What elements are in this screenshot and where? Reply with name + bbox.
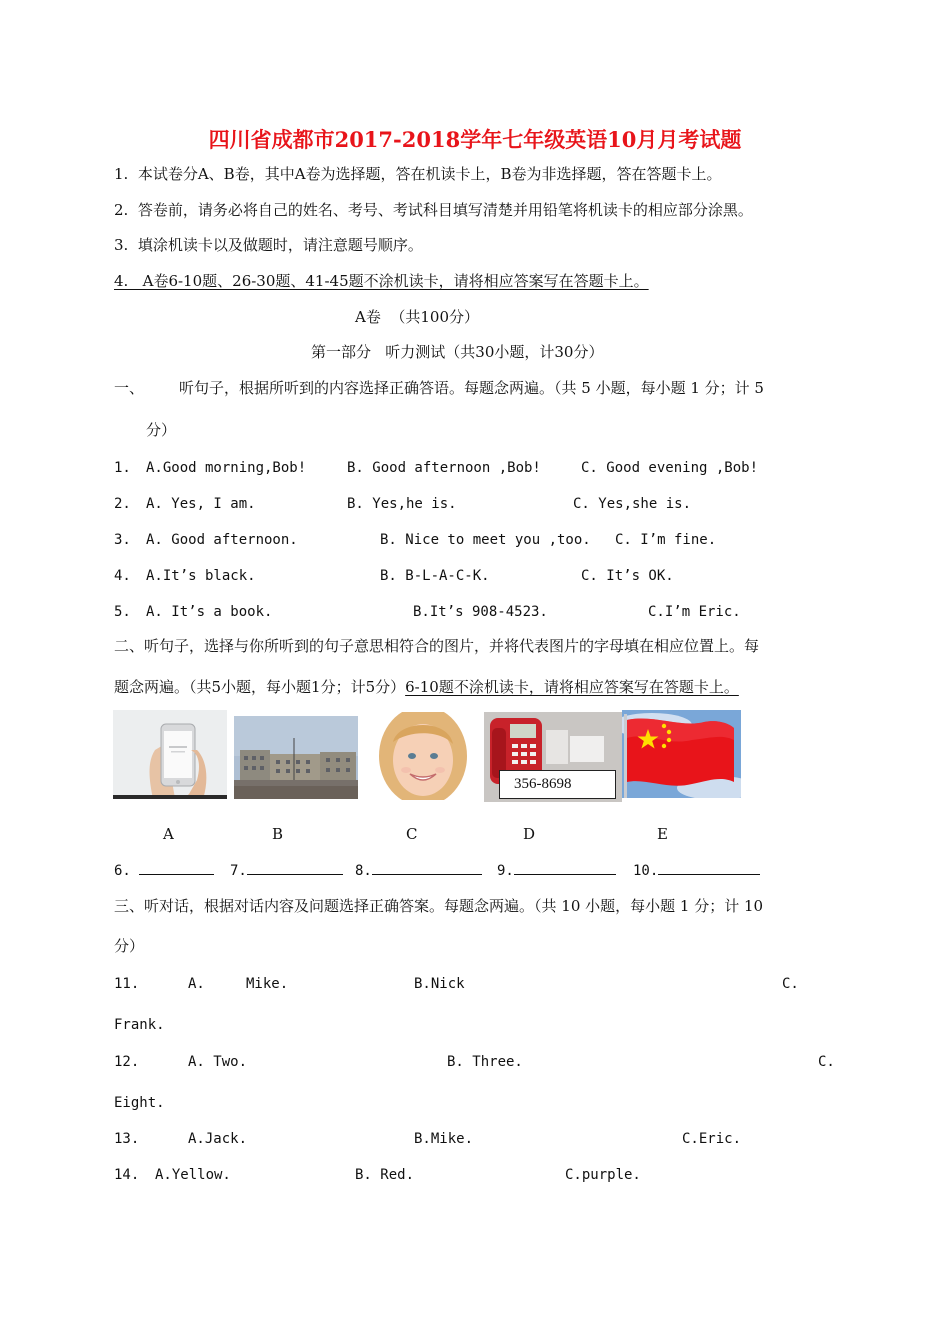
- q12-option-b: B. Three.: [447, 1054, 523, 1070]
- picture-letter-e: E: [657, 825, 668, 843]
- q4-num: 4.: [114, 568, 131, 584]
- q11-option-a-text: Mike.: [246, 976, 289, 992]
- q3-option-c: C. I’m fine.: [615, 532, 717, 548]
- building-icon: [234, 716, 358, 799]
- phone-number-label: 356-8698: [499, 770, 616, 799]
- answer-blank-7[interactable]: [230, 860, 343, 881]
- q3-option-b: B. Nice to meet you ,too.: [380, 532, 591, 548]
- q11-option-b: B.Nick: [414, 976, 465, 992]
- q2-option-a: A. Yes, I am.: [146, 496, 256, 512]
- part1-heading: 第一部分 听力测试（共30小题，计30分）: [311, 343, 604, 361]
- q11-option-c: C.: [782, 976, 799, 992]
- flag-icon: [622, 710, 741, 798]
- answer-blank-8-label: 8.: [355, 863, 372, 879]
- q13-num: 13.: [114, 1131, 140, 1147]
- chinese-flag-photo: [622, 710, 741, 798]
- q14-option-b: B. Red.: [355, 1167, 415, 1183]
- girl-photo: [360, 712, 484, 800]
- q2-option-b: B. Yes,he is.: [347, 496, 457, 512]
- sec1-heading-cont: 分）: [146, 421, 177, 439]
- sec2-heading: 二、听句子，选择与你所听到的句子意思相符合的图片，并将代表图片的字母填在相应位置上。每: [114, 637, 760, 655]
- picture-letter-a: A: [163, 825, 174, 843]
- smartphone-photo: [113, 710, 227, 799]
- note-3: 3. 填涂机读卡以及做题时，请注意题号顺序。: [114, 236, 423, 254]
- q5-option-a: A. It’s a book.: [146, 604, 273, 620]
- q14-option-c: C.purple.: [565, 1167, 641, 1183]
- sec1-number: 一、: [114, 379, 145, 397]
- q2-num: 2.: [114, 496, 131, 512]
- note-1: 1. 本试卷分A、B卷，其中A卷为选择题，答在机读卡上，B卷为非选择题，答在答题卡上。: [114, 165, 722, 183]
- sec1-heading: 听句子，根据所听到的内容选择正确答语。每题念两遍。（共 5 小题，每小题 1 分；计 5: [179, 379, 764, 397]
- q5-option-c: C.I’m Eric.: [648, 604, 741, 620]
- picture-letter-b: B: [272, 825, 284, 843]
- q4-option-a: A.It’s black.: [146, 568, 256, 584]
- picture-letter-c: C: [406, 825, 418, 843]
- q14-num: 14.: [114, 1167, 140, 1183]
- sec2-heading-cont: [114, 677, 739, 697]
- note-4: 4. A卷6-10题、26-30题、41-45题不涂机读卡，请将相应答案写在答题卡上。: [114, 272, 649, 290]
- girl-icon: [360, 712, 484, 800]
- page-title: 四川省成都市2017-2018学年七年级英语10月月考试题: [208, 127, 742, 152]
- answer-line-10[interactable]: [658, 860, 760, 875]
- answer-blank-9-label: 9.: [497, 863, 514, 879]
- q13-option-c: C.Eric.: [682, 1131, 742, 1147]
- q11-num: 11.: [114, 976, 140, 992]
- school-building-photo: [234, 716, 358, 799]
- q1-option-b: B. Good afternoon ,Bob!: [347, 460, 541, 476]
- q2-option-c: C. Yes,she is.: [573, 496, 692, 512]
- q12-option-c-text: Eight.: [114, 1095, 165, 1111]
- q1-num: 1.: [114, 460, 131, 476]
- q11-option-a: A.: [188, 976, 205, 992]
- answer-line-9[interactable]: [514, 860, 616, 875]
- q11-option-c-text: Frank.: [114, 1017, 165, 1033]
- smartphone-icon: [113, 710, 227, 799]
- answer-line-7[interactable]: [247, 860, 343, 875]
- sec3-heading: 三、听对话，根据对话内容及问题选择正确答案。每题念两遍。（共 10 小题，每小题 1 分；计 10: [114, 897, 764, 915]
- sec2-heading-note: 6-10题不涂机读卡，请将相应答案写在答题卡上。: [405, 678, 739, 696]
- sec3-heading-cont: 分）: [114, 937, 145, 955]
- q4-option-c: C. It’s OK.: [581, 568, 674, 584]
- q13-option-b: B.Mike.: [414, 1131, 474, 1147]
- answer-blank-9[interactable]: [497, 860, 616, 881]
- answer-blank-10-label: 10.: [633, 863, 659, 879]
- q5-num: 5.: [114, 604, 131, 620]
- picture-letter-d: D: [523, 825, 536, 843]
- volume-heading: A卷 （共100分）: [355, 308, 479, 326]
- q3-option-a: A. Good afternoon.: [146, 532, 298, 548]
- q14-option-a: A.Yellow.: [155, 1167, 231, 1183]
- answer-line-8[interactable]: [372, 860, 482, 875]
- answer-blank-6-label: 6.: [114, 863, 131, 879]
- answer-blank-7-label: 7.: [230, 863, 247, 879]
- sec2-heading-cont-text: 题念两遍。（共5小题，每小题1分；计5分）: [114, 678, 406, 696]
- q1-option-c: C. Good evening ,Bob!: [581, 460, 759, 476]
- answer-line-6[interactable]: [139, 860, 214, 875]
- q12-option-a: A. Two.: [188, 1054, 248, 1070]
- q12-num: 12.: [114, 1054, 140, 1070]
- q5-option-b: B.It’s 908-4523.: [413, 604, 548, 620]
- telephone-photo: [484, 712, 622, 802]
- q3-num: 3.: [114, 532, 131, 548]
- answer-blank-10[interactable]: [633, 860, 760, 881]
- q4-option-b: B. B-L-A-C-K.: [380, 568, 490, 584]
- q12-option-c: C.: [818, 1054, 835, 1070]
- note-2: 2. 答卷前，请务必将自己的姓名、考号、考试科目填写清楚并用铅笔将机读卡的相应部分涂黑。: [114, 201, 753, 219]
- q13-option-a: A.Jack.: [188, 1131, 248, 1147]
- q1-option-a: A.Good morning,Bob!: [146, 460, 307, 476]
- answer-blank-8[interactable]: [355, 860, 482, 881]
- answer-blank-6[interactable]: [114, 860, 214, 881]
